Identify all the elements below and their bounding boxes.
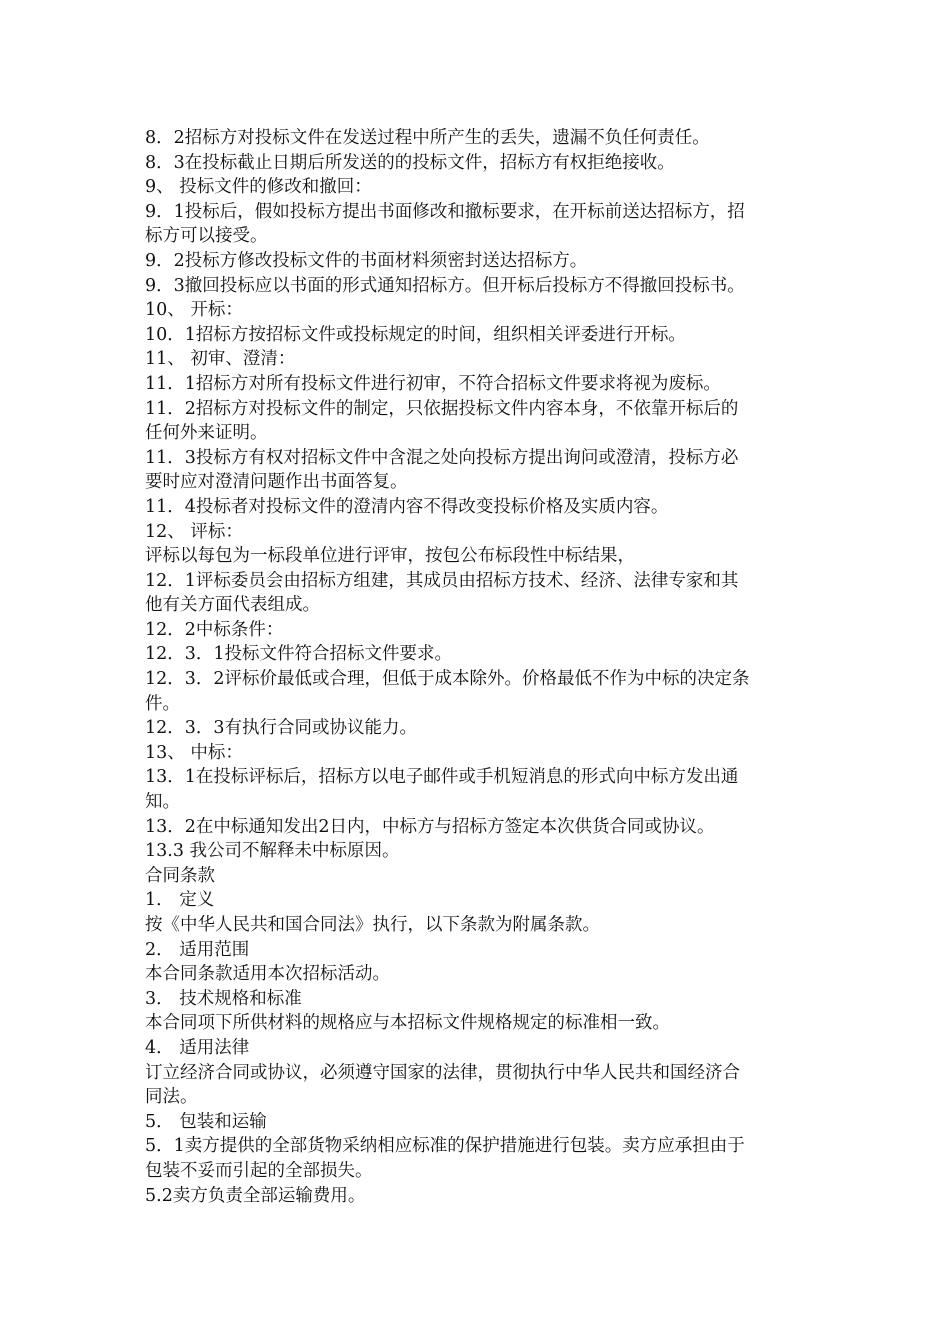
text-line: 9．2投标方修改投标文件的书面材料须密封送达招标方。 bbox=[145, 250, 588, 271]
section-heading: 12、 评标： bbox=[145, 521, 243, 542]
section-heading: 3． 技术规格和标准 bbox=[145, 988, 302, 1009]
text-line: 件。 bbox=[145, 693, 180, 714]
text-line: 同法。 bbox=[145, 1087, 198, 1108]
text-line: 12．3．1投标文件符合招标文件要求。 bbox=[145, 644, 453, 665]
section-heading: 13、 中标： bbox=[145, 742, 243, 763]
section-heading: 11、 初审、澄清： bbox=[145, 349, 296, 370]
section-heading: 4． 适用法律 bbox=[145, 1037, 250, 1058]
text-line: 8．2招标方对投标文件在发送过程中所产生的丢失，遗漏不负任何责任。 bbox=[145, 128, 710, 148]
section-heading: 5． 包装和运输 bbox=[145, 1111, 267, 1132]
text-line: 12．1评标委员会由招标方组建，其成员由招标方技术、经济、法律专家和其 bbox=[145, 570, 739, 591]
section-heading: 2． 适用范围 bbox=[145, 939, 250, 960]
text-line: 本合同条款适用本次招标活动。 bbox=[145, 964, 390, 985]
text-line: 要时应对澄清问题作出书面答复。 bbox=[145, 472, 408, 493]
section-heading: 1． 定义 bbox=[145, 890, 215, 911]
section-heading: 9、 投标文件的修改和撤回： bbox=[145, 177, 372, 198]
text-line: 12．2中标条件： bbox=[145, 619, 284, 640]
text-line: 按《中华人民共和国合同法》执行，以下条款为附属条款。 bbox=[145, 915, 600, 935]
text-line: 11．3投标方有权对招标文件中含混之处向投标方提出询问或澄清，投标方必 bbox=[145, 447, 739, 468]
text-line: 知。 bbox=[145, 792, 180, 813]
text-line: 5.2卖方负责全部运输费用。 bbox=[145, 1185, 366, 1206]
document-body bbox=[145, 126, 815, 1208]
text-line: 11．4投标者对投标文件的澄清内容不得改变投标价格及实质内容。 bbox=[145, 496, 669, 517]
text-line: 9．3撤回投标应以书面的形式通知招标方。但开标后投标方不得撤回投标书。 bbox=[145, 275, 745, 296]
text-line: 11．1招标方对所有投标文件进行初审，不符合招标文件要求将视为废标。 bbox=[145, 373, 721, 394]
text-line: 他有关方面代表组成。 bbox=[145, 595, 320, 616]
text-line: 10．1招标方按招标文件或投标规定的时间，组织相关评委进行开标。 bbox=[145, 324, 686, 345]
text-line: 订立经济合同或协议，必须遵守国家的法律，贯彻执行中华人民共和国经济合 bbox=[145, 1062, 740, 1083]
text-line: 8．3在投标截止日期后所发送的的投标文件，招标方有权拒绝接收。 bbox=[145, 152, 675, 173]
text-line: 13.3 我公司不解释未中标原因。 bbox=[145, 841, 400, 862]
text-line: 5．1卖方提供的全部货物采纳相应标准的保护措施进行包装。卖方应承担由于 bbox=[145, 1136, 745, 1157]
contract-terms-heading: 合同条款 bbox=[145, 865, 215, 886]
text-line: 13．2在中标通知发出2日内，中标方与招标方签定本次供货合同或协议。 bbox=[145, 816, 715, 837]
text-line: 任何外来证明。 bbox=[145, 423, 268, 444]
text-line: 标方可以接受。 bbox=[145, 226, 268, 247]
text-line: 12．3．2评标价最低或合理，但低于成本除外。价格最低不作为中标的决定条 bbox=[145, 669, 750, 690]
text-line: 9．1投标后，假如投标方提出书面修改和撤标要求，在开标前送达招标方，招 bbox=[145, 201, 745, 222]
text-line: 包装不妥而引起的全部损失。 bbox=[145, 1160, 373, 1181]
text-line: 评标以每包为一标段单位进行评审，按包公布标段性中标结果， bbox=[145, 546, 635, 567]
text-line: 12．3．3有执行合同或协议能力。 bbox=[145, 718, 418, 739]
section-heading: 10、 开标： bbox=[145, 300, 243, 321]
text-line: 13．1在投标评标后，招标方以电子邮件或手机短消息的形式向中标方发出通 bbox=[145, 767, 739, 788]
text-line: 本合同项下所供材料的规格应与本招标文件规格规定的标准相一致。 bbox=[145, 1013, 670, 1034]
text-line: 11．2招标方对投标文件的制定，只依据投标文件内容本身，不依靠开标后的 bbox=[145, 398, 739, 419]
